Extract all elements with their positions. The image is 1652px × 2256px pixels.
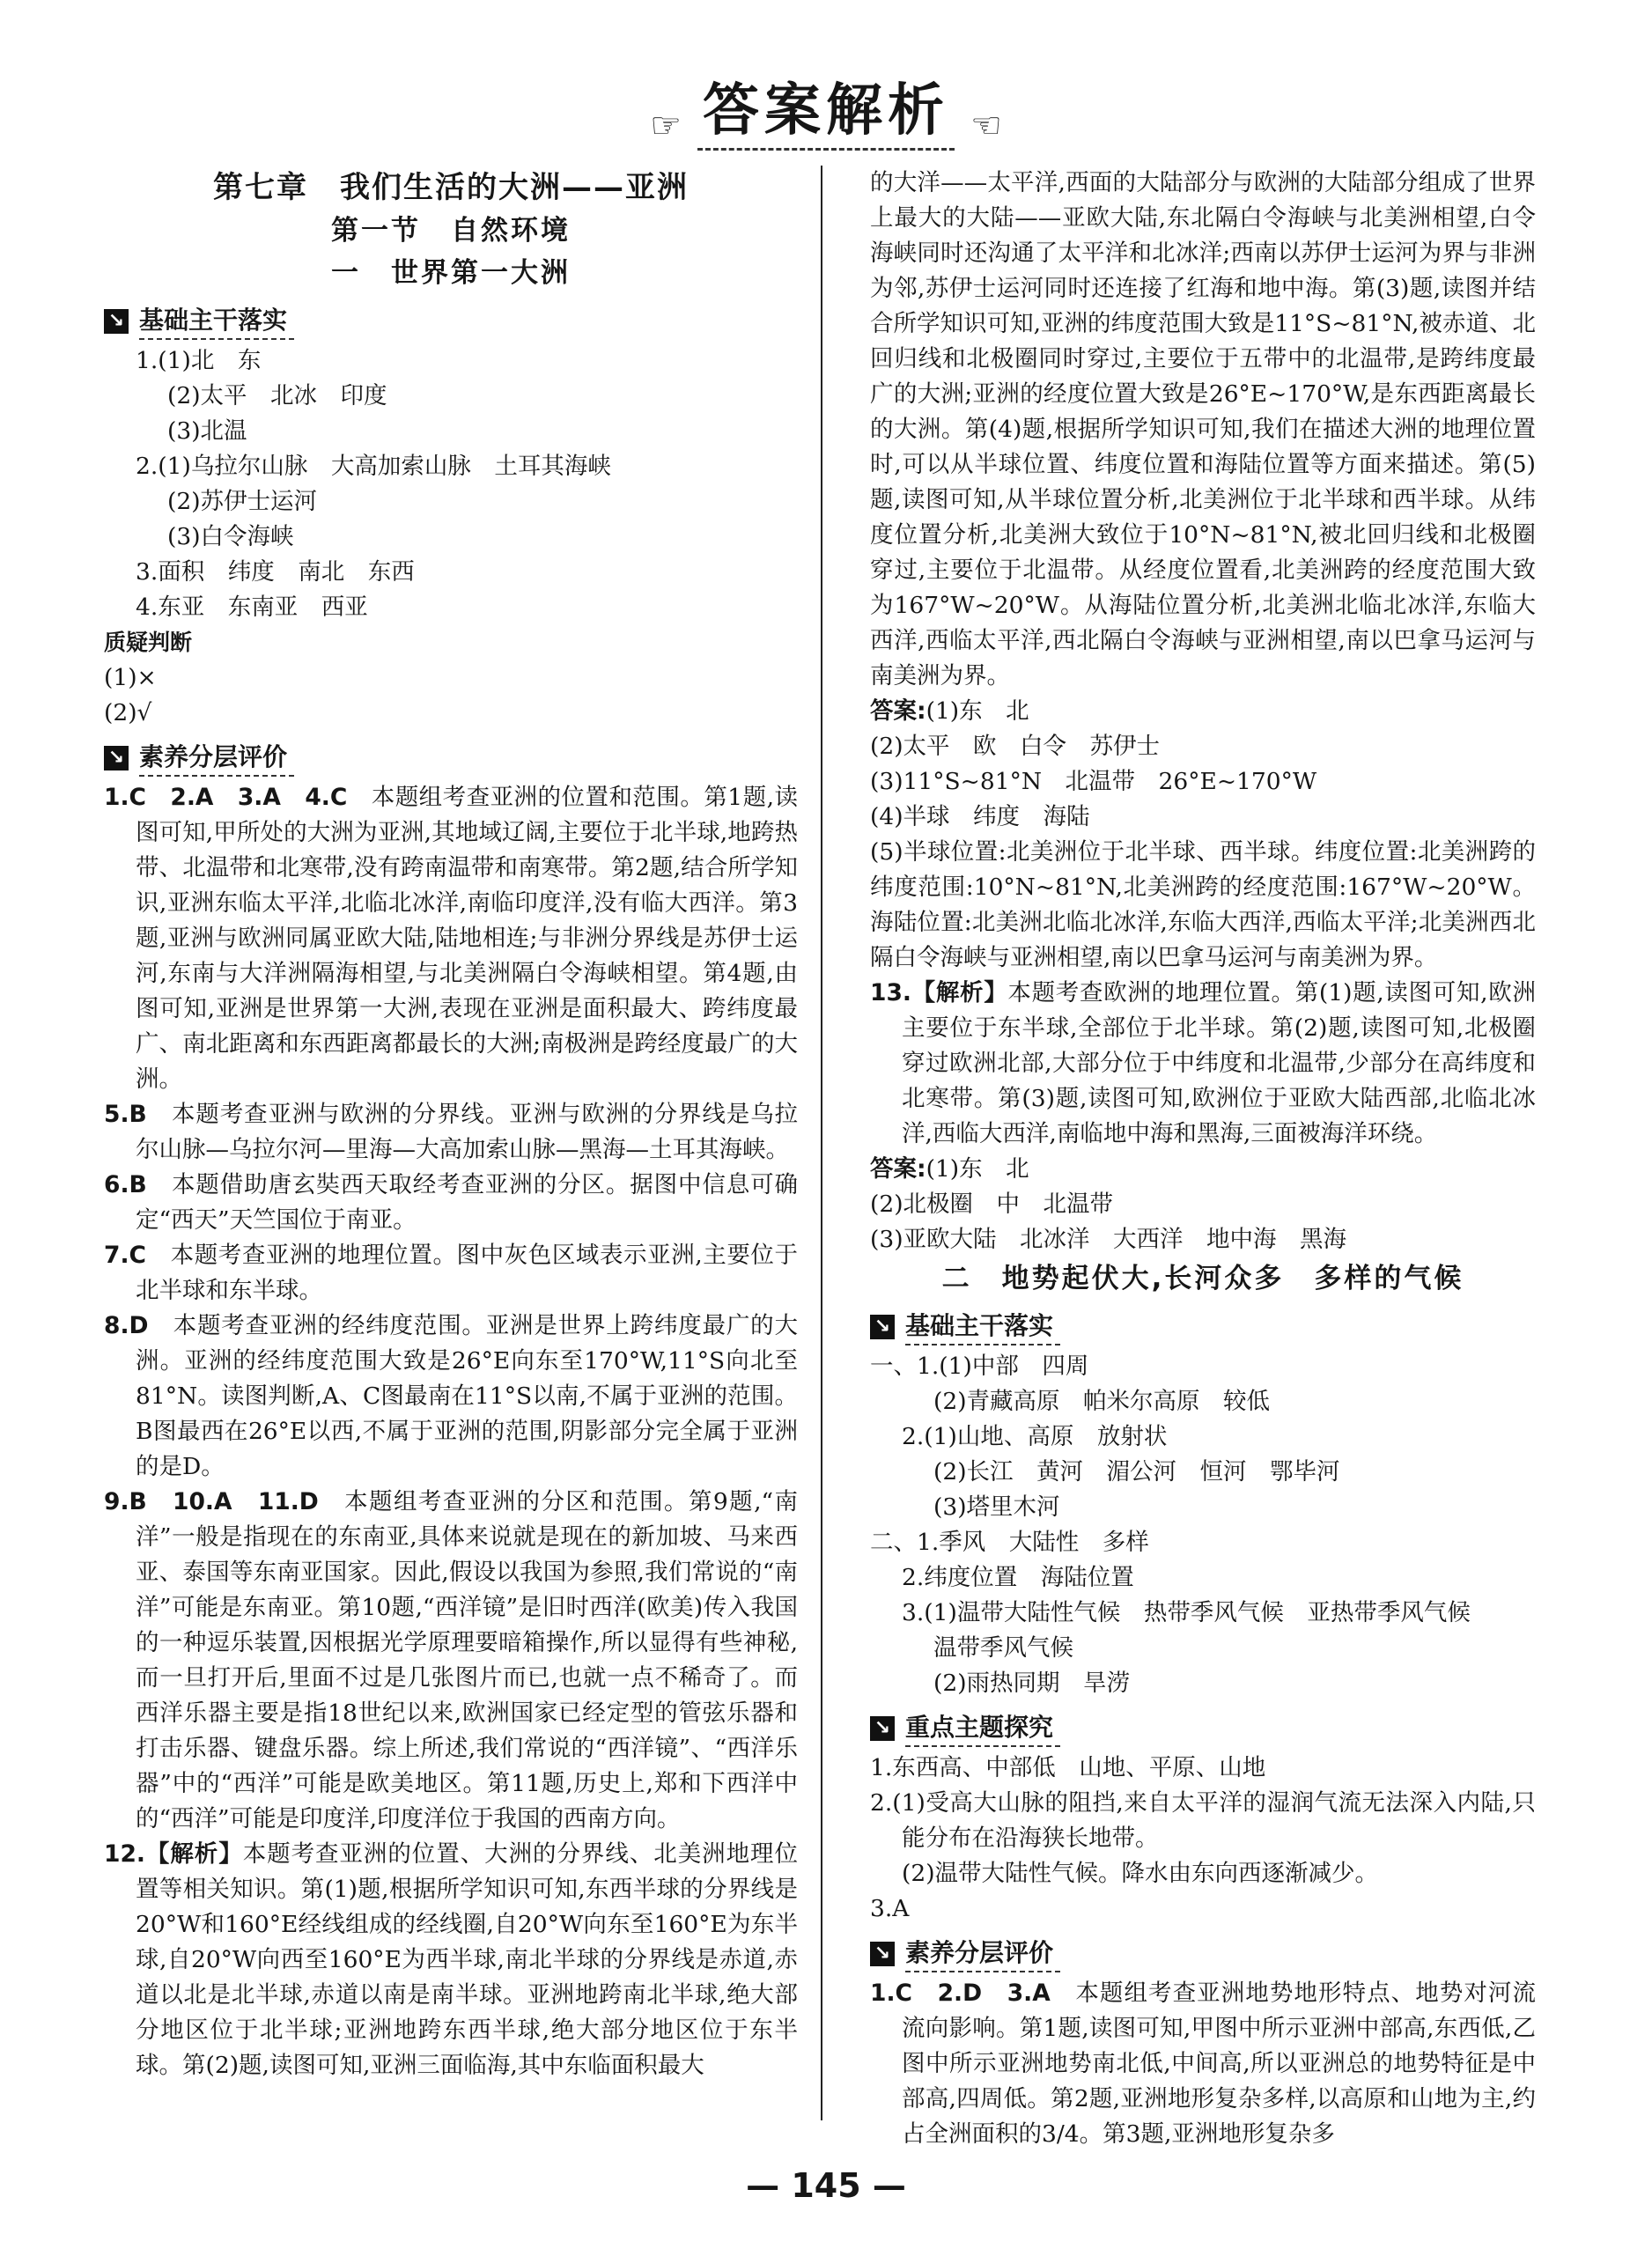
answer-line: (2)北极圈 中 北温带 — [870, 1191, 1114, 1218]
answer-line: 2.(1)山地、高原 放射状 — [902, 1423, 1168, 1450]
answer-line: (2)太平 欧 白令 苏伊士 — [870, 733, 1161, 760]
answer-line: (2)雨热同期 旱涝 — [933, 1670, 1131, 1697]
answer-line: (2)青藏高原 帕米尔高原 较低 — [933, 1388, 1271, 1415]
section-heading-key: ↘ 重点主题探究 — [870, 1710, 1536, 1747]
answer-line: (3)亚欧大陆 北冰洋 大西洋 地中海 黑海 — [870, 1226, 1347, 1253]
answer-line: (2)太平 北冰 印度 — [167, 382, 387, 409]
answer-line: (3)11°S~81°N 北温带 26°E~170°W — [870, 768, 1317, 795]
answer-line: (2)长江 黄河 湄公河 恒河 鄂毕河 — [933, 1458, 1340, 1486]
right-column — [870, 166, 1536, 2148]
answer-line: 3.(1)温带大陆性气候 热带季风气候 亚热带季风气候 — [902, 1599, 1471, 1626]
arrow-corner-icon: ↘ — [104, 746, 129, 770]
chapter-title: 第七章 我们生活的大洲——亚洲 — [213, 170, 689, 205]
answer-line: (3)白令海峡 — [167, 523, 294, 550]
answer-label: 答案:(1)东 北 — [870, 697, 1029, 725]
answer-line: 4.东亚 东南亚 西亚 — [136, 593, 368, 621]
arrow-corner-icon: ↘ — [870, 1315, 895, 1339]
page-header — [0, 76, 1652, 151]
answer-line: (4)半球 纬度 海陆 — [870, 803, 1090, 830]
zhiyi-title: 质疑判断 — [104, 630, 193, 655]
question-explanation: 9.B 10.A 11.D 本题组考查亚洲的分区和范围。第9题,“南洋”一般是指现在的东南亚,具体来说就是现在的新加坡、马来西亚、泰国等东南亚国家。因此,假设以我国为参照,我们常说的“南洋”可能是东南亚。第10题,“西洋镜”是旧时西洋(欧美)传入我国的一种逗乐装置,因根据光学原理要暗箱操作,所以显得有些神秘,而一旦打开后,里面不过是几张图片而已,也就一点不稀奇了。而西洋乐器主要是指18世纪以来,欧洲国家已经定型的管弦乐器和打击乐器、键盘乐器。综上所述,我们常说的“西洋镜”、“西洋乐器”中的“西洋”可能是欧美地区。第11题,历史上,郑和下西洋中的“西洋”可能是印度洋,印度洋位于我国的西南方向。 — [104, 1488, 798, 1832]
answer-line: (3)塔里木河 — [933, 1493, 1060, 1521]
answer-line: 2.(1)受高大山脉的阻挡,来自太平洋的湿润气流无法深入内陆,只能分布在沿海狭长地带。 — [870, 1789, 1536, 1852]
page-title: 答案解析 — [697, 76, 955, 151]
answer-label: 答案:(1)东 北 — [870, 1155, 1029, 1183]
answer-line: (2)苏伊士运河 — [167, 488, 318, 515]
section-title: 第一节 自然环境 — [331, 215, 571, 247]
arrow-corner-icon: ↘ — [870, 1716, 895, 1741]
answer-line: (5)半球位置:北美洲位于北半球、西半球。纬度位置:北美洲跨的纬度范围:10°N~81°N,北美洲跨的经度范围:167°W~20°W。海陆位置:北美洲北临北冰洋,东临大西洋,西临太平洋;北美洲西北隔白令海峡与亚洲相望,南以巴拿马运河与南美洲为界。 — [870, 838, 1536, 971]
answer-line: 3.面积 纬度 南北 东西 — [136, 558, 415, 586]
answer-line: 1.(1)北 东 — [136, 347, 262, 374]
left-column — [104, 166, 798, 2133]
question-explanation: 6.B 本题借助唐玄奘西天取经考查亚洲的分区。据图中信息可确定“西天”天竺国位于南亚。 — [104, 1171, 798, 1234]
answer-line: 3.A — [870, 1895, 910, 1922]
subsection-title-2: 二 地势起伏大,长河众多 多样的气候 — [941, 1263, 1464, 1294]
answer-line: 1.东西高、中部低 山地、平原、山地 — [870, 1754, 1266, 1781]
column-divider — [821, 166, 822, 2120]
answer-line: (2)√ — [104, 699, 152, 726]
section-heading-suyang: ↘ 素养分层评价 — [104, 740, 798, 777]
answer-line: (2)温带大陆性气候。降水由东向西逐渐减少。 — [902, 1860, 1379, 1887]
question-explanation: 5.B 本题考查亚洲与欧洲的分界线。亚洲与欧洲的分界线是乌拉尔山脉—乌拉尔河—里海—大高加索山脉—黑海—土耳其海峡。 — [104, 1101, 798, 1163]
answer-line: (1)× — [104, 664, 157, 691]
section-heading-basic: ↘ 基础主干落实 — [104, 303, 798, 340]
subsection-title: 一 世界第一大洲 — [331, 257, 571, 289]
arrow-corner-icon: ↘ — [870, 1942, 895, 1966]
pointing-hand-left-icon: ☜ — [970, 105, 1002, 146]
question-explanation: 1.C 2.D 3.A 本题组考查亚洲地势地形特点、地势对河流流向影响。第1题,读图可知,甲图中所示亚洲中部高,东西低,乙图中所示亚洲地势南北低,中间高,所以亚洲总的地势特征是中部高,四周低。第2题,亚洲地形复杂多样,以高原和山地为主,约占全洲面积的3/4。第3题,亚洲地形复杂多 — [870, 1980, 1536, 2148]
answer-line: 2.纬度位置 海陆位置 — [902, 1564, 1134, 1591]
question-explanation: 7.C 本题考查亚洲的地理位置。图中灰色区域表示亚洲,主要位于北半球和东半球。 — [104, 1242, 798, 1304]
section-heading-basic-2: ↘ 基础主干落实 — [870, 1309, 1536, 1345]
answer-line: (3)北温 — [167, 417, 247, 445]
arrow-corner-icon: ↘ — [104, 309, 129, 334]
question-explanation: 12.【解析】本题考查亚洲的位置、大洲的分界线、北美洲地理位置等相关知识。第(1)题,根据所学知识可知,东西半球的分界线是20°W和160°E经线组成的经线圈,自20°W向东至160°E为东半球,自20°W向西至160°E为西半球,南北半球的分界线是赤道,赤道以北是北半球,赤道以南是南半球。亚洲地跨南北半球,绝大部分地区位于北半球;亚洲地跨东西半球,绝大部分地区位于东半球。第(2)题,读图可知,亚洲三面临海,其中东临面积最大 — [104, 1840, 799, 2079]
answer-line: 温带季风气候 — [933, 1634, 1073, 1662]
question-explanation: 1.C 2.A 3.A 4.C 本题组考查亚洲的位置和范围。第1题,读图可知,甲所处的大洲为亚洲,其地域辽阔,主要位于北半球,地跨热带、北温带和北寒带,没有跨南温带和南寒带。第2题,结合所学知识,亚洲东临太平洋,北临北冰洋,南临印度洋,没有临大西洋。第3题,亚洲与欧洲同属亚欧大陆,陆地相连;与非洲分界线是苏伊士运河,东南与大洋洲隔海相望,与北美洲隔白令海峡相望。第4题,由图可知,亚洲是世界第一大洲,表现在亚洲是面积最大、跨纬度最广、南北距离和东西距离都最长的大洲;南极洲是跨经度最广的大洲。 — [104, 784, 798, 1093]
pointing-hand-right-icon: ☞ — [650, 105, 682, 146]
answer-line: 一、1.(1)中部 四周 — [870, 1353, 1089, 1380]
answer-line: 2.(1)乌拉尔山脉 大高加索山脉 土耳其海峡 — [136, 453, 611, 480]
question-explanation: 8.D 本题考查亚洲的经纬度范围。亚洲是世界上跨纬度最广的大洲。亚洲的经纬度范围大致是26°E向东至170°W,11°S向北至81°N。读图判断,A、C图最南在11°S以南,不属于亚洲的范围。B图最西在26°E以西,不属于亚洲的范围,阴影部分完全属于亚洲的是D。 — [104, 1312, 798, 1480]
question-explanation: 13.【解析】本题考查欧洲的地理位置。第(1)题,读图可知,欧洲主要位于东半球,全部位于北半球。第(2)题,读图可知,北极圈穿过欧洲北部,大部分位于中纬度和北温带,少部分在高纬度和北寒带。第(3)题,读图可知,欧洲位于亚欧大陆西部,北临北冰洋,西临大西洋,南临地中海和黑海,三面被海洋环绕。 — [870, 979, 1536, 1147]
answer-line: 二、1.季风 大陆性 多样 — [870, 1529, 1149, 1556]
section-heading-suyang-2: ↘ 素养分层评价 — [870, 1935, 1536, 1972]
question-explanation-continued: 的大洋——太平洋,西面的大陆部分与欧洲的大陆部分组成了世界上最大的大陆——亚欧大陆,东北隔白令海峡与北美洲相望,白令海峡同时还沟通了太平洋和北冰洋;西南以苏伊士运河为界与非洲为邻,苏伊士运河同时还连接了红海和地中海。第(3)题,读图并结合所学知识可知,亚洲的纬度范围大致是11°S~81°N,被赤道、北回归线和北极圈同时穿过,主要位于五带中的北温带,是跨纬度最广的大洲;亚洲的经度位置大致是26°E~170°W,是东西距离最长的大洲。第(4)题,根据所学知识可知,我们在描述大洲的地理位置时,可以从半球位置、纬度位置和海陆位置等方面来描述。第(5)题,读图可知,从半球位置分析,北美洲位于北半球和西半球。从纬度位置分析,北美洲大致位于10°N~81°N,被北回归线和北极圈穿过,主要位于北温带。从经度位置看,北美洲跨的经度范围大致为167°W~20°W。从海陆位置分析,北美洲北临北冰洋,东临大西洋,西临太平洋,西北隔白令海峡与亚洲相望,南以巴拿马运河与南美洲为界。 — [870, 169, 1536, 689]
page-number: — 145 — — [746, 2166, 906, 2205]
